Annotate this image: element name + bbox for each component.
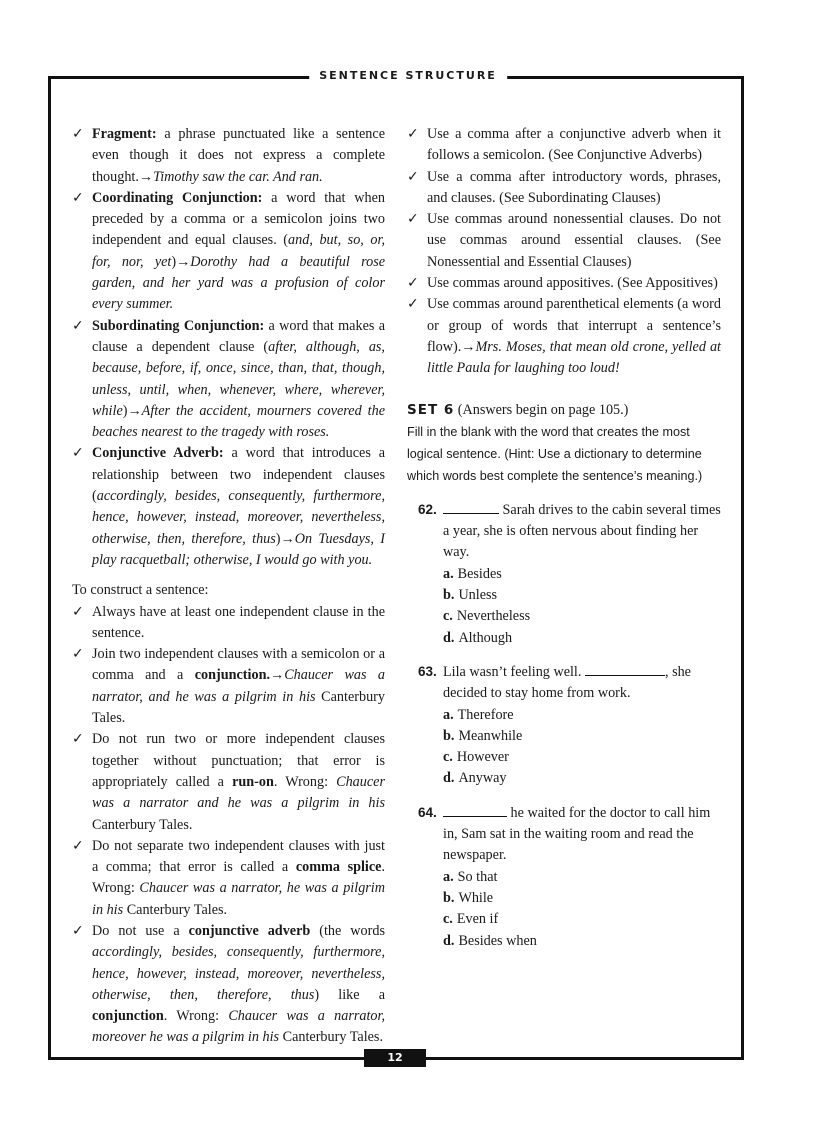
rule-conjunctive-adverb <box>72 921 385 1049</box>
definition-conjunctive-adverb <box>72 443 385 571</box>
answer-option[interactable] <box>443 888 721 909</box>
rule-text: . Wrong: <box>92 859 386 897</box>
rule-bold-term: conjunction. <box>194 667 270 684</box>
definition-term: Conjunctive Adverb: <box>92 445 224 462</box>
option-text: Besides <box>457 565 502 582</box>
option-letter: d. <box>443 770 455 787</box>
definition-word-list: accordingly, besides, consequently, furthermore, hence, however, instead, moreover, nevertheless, otherwise, then, therefore, thus <box>92 488 385 547</box>
checkmark-icon: ✓ <box>72 731 84 748</box>
rule-text: Use commas around parenthetical elements (a word or group of words that interrupt a sentence’s flow). <box>427 296 721 355</box>
rule-example-title: Canterbury Tales. <box>92 816 193 833</box>
rule-text: Always have at least one independent clause in the sentence. <box>92 603 385 641</box>
answer-options <box>443 867 721 952</box>
rule-text: Do not separate two independent clauses with just a comma; that error is called a <box>92 837 385 876</box>
frame-right-rule <box>741 76 744 1060</box>
arrow-icon: → <box>270 667 285 684</box>
question-number: 64. <box>418 804 437 820</box>
rule-bold-term: comma splice <box>295 859 382 876</box>
rule-text: Use a comma after a conjunctive adverb when it follows a semicolon. (See Conjunctive Adverbs) <box>427 126 721 164</box>
checkmark-icon: ✓ <box>72 603 84 620</box>
page-number: 12 <box>364 1049 426 1067</box>
answer-options <box>443 564 721 649</box>
rule-text: Use a comma after introductory words, phrases, and clauses. (See Subordinating Clauses) <box>427 168 721 206</box>
rule-text: . Wrong: <box>163 1008 229 1025</box>
checkmark-icon: ✓ <box>72 646 84 663</box>
question-stem <box>443 499 721 564</box>
answer-option[interactable] <box>443 564 721 585</box>
option-letter: c. <box>443 608 453 625</box>
arrow-icon: → <box>138 168 154 185</box>
definition-word-list: and, but, so, or, for, nor, yet <box>92 232 385 270</box>
question-text: he waited for the doctor to call him in, Sam sat in the waiting room and read the newspaper. <box>443 804 711 864</box>
option-letter: a. <box>443 565 454 582</box>
definition-example: Timothy saw the car. And ran. <box>153 168 323 185</box>
checkmark-icon: ✓ <box>72 189 84 206</box>
checkmark-icon: ✓ <box>72 445 84 462</box>
question-number: 62. <box>418 501 437 517</box>
rule-comma-introductory <box>407 167 721 210</box>
rule-bold-term: run-on <box>232 773 274 790</box>
answer-option[interactable] <box>443 867 721 888</box>
rule-example-title: Canterbury Tales. <box>126 901 228 918</box>
left-column <box>72 124 385 1049</box>
option-text: Anyway <box>458 770 507 787</box>
rule-comma-appositives <box>407 273 721 294</box>
question-text: Sarah drives to the cabin several times a year, she is often nervous about finding her way. <box>443 501 721 561</box>
option-letter: b. <box>443 727 455 744</box>
arrow-icon: → <box>280 530 295 547</box>
section-title: SENTENCE STRUCTURE <box>309 69 507 82</box>
definition-text: a word that introduces a relationship between two independent clauses ( <box>92 445 386 505</box>
checkmark-icon: ✓ <box>407 168 419 185</box>
checkmark-icon: ✓ <box>72 317 84 334</box>
rule-word-list: accordingly, besides, consequently, furthermore, hence, however, instead, moreover, nevertheless, otherwise, then, therefore, thus <box>92 944 385 1003</box>
rule-comma-conjunctive-adverb <box>407 124 721 167</box>
checkmark-icon: ✓ <box>72 126 84 142</box>
answer-option[interactable] <box>443 585 721 606</box>
definition-term: Fragment: <box>92 126 157 142</box>
rule-text: Use commas around appositives. (See Appositives) <box>427 275 718 292</box>
frame-left-rule <box>48 76 51 1060</box>
definition-fragment <box>72 124 385 188</box>
option-letter: d. <box>443 629 455 646</box>
answer-option[interactable] <box>443 705 721 726</box>
question-64 <box>407 802 721 952</box>
checkmark-icon: ✓ <box>407 126 419 142</box>
rule-run-on <box>72 729 385 835</box>
definition-text: a phrase punctuated like a sentence even though it does not express a complete thought. <box>92 126 385 185</box>
definition-close: ) <box>275 530 281 547</box>
question-text: , she decided to stay home from work. <box>443 663 691 702</box>
answer-option[interactable] <box>443 726 721 747</box>
rule-example-title: Canterbury Tales. <box>92 688 385 727</box>
definition-close: ) <box>122 402 128 419</box>
definition-coordinating-conjunction <box>72 188 385 316</box>
rule-independent-clause <box>72 602 385 645</box>
definition-close: ) <box>171 253 177 270</box>
option-text: Besides when <box>458 932 537 949</box>
answer-option[interactable] <box>443 909 721 930</box>
option-text: Meanwhile <box>458 727 523 744</box>
rule-example-title: Canterbury Tales. <box>282 1029 384 1046</box>
set-heading <box>407 400 721 421</box>
arrow-icon: → <box>127 402 142 419</box>
option-letter: a. <box>443 706 454 723</box>
option-text: However <box>456 749 509 766</box>
rule-text: Join two independent clauses with a semicolon or a comma and a <box>92 646 385 684</box>
definition-example: After the accident, mourners covered the beaches nearest to the tragedy with roses. <box>92 402 385 441</box>
arrow-icon: → <box>176 253 191 270</box>
rule-bold-term: conjunction <box>92 1008 164 1025</box>
rule-example: Chaucer was a narrator, moreover he was a pilgrim in his <box>92 1008 386 1046</box>
definition-text: a word that makes a clause a dependent clause ( <box>92 317 385 355</box>
rule-comma-splice <box>72 836 385 921</box>
checkmark-icon: ✓ <box>72 922 84 939</box>
answers-note: (Answers begin on page 105.) <box>454 401 629 418</box>
question-62 <box>407 499 721 649</box>
option-letter: d. <box>443 932 455 949</box>
option-letter: c. <box>443 749 453 766</box>
definition-example: Dorothy had a beautiful rose garden, and her yard was a profusion of color every summer. <box>92 253 386 313</box>
rule-example: Chaucer was a narrator and he was a pilgrim in his <box>92 773 385 812</box>
checkmark-icon: ✓ <box>407 296 419 313</box>
checkmark-icon: ✓ <box>407 211 419 228</box>
question-number: 63. <box>418 663 437 679</box>
checkmark-icon: ✓ <box>72 837 84 854</box>
option-letter: b. <box>443 889 455 906</box>
answer-option[interactable] <box>443 747 721 768</box>
answer-option[interactable] <box>443 768 721 789</box>
answer-option[interactable] <box>443 628 721 649</box>
answer-blank[interactable] <box>585 661 665 676</box>
rule-comma-nonessential <box>407 209 721 273</box>
option-text: Even if <box>456 911 499 928</box>
option-text: Nevertheless <box>456 608 531 625</box>
answer-option[interactable] <box>443 931 721 952</box>
rule-text: Use commas around nonessential clauses. Do not use commas around essential clauses. (See Nonessential and Essential Clauses) <box>427 211 721 270</box>
rule-example: Chaucer was a narrator, and he was a pilgrim in his <box>92 667 385 705</box>
definition-text: a word that when preceded by a comma or a semicolon joins two independent and equal clauses. ( <box>92 189 385 249</box>
rule-bold-term: conjunctive adverb <box>188 922 311 939</box>
set-label: SET 6 <box>407 401 455 418</box>
rule-text: (the words <box>310 922 385 939</box>
question-stem <box>443 661 721 705</box>
option-text: Unless <box>458 587 498 604</box>
definition-example: On Tuesdays, I play racquetball; otherwise, I would go with you. <box>92 530 385 568</box>
rule-join-clauses <box>72 644 385 729</box>
answer-option[interactable] <box>443 606 721 627</box>
construct-intro: To construct a sentence: <box>72 582 209 599</box>
answer-blank[interactable] <box>443 802 507 817</box>
question-63 <box>407 661 721 790</box>
rule-text: . Wrong: <box>273 773 337 790</box>
question-text: Lila wasn’t feeling well. <box>443 663 585 680</box>
rule-example: Mrs. Moses, that mean old crone, yelled at little Paula for laughing too loud! <box>427 338 721 377</box>
option-letter: a. <box>443 868 454 885</box>
set-instructions: Fill in the blank with the word that creates the most logical sentence. (Hint: Use a dictionary to determine which words best complete the sentence’s meaning.) <box>407 424 703 483</box>
answer-options <box>443 705 721 790</box>
option-letter: c. <box>443 911 453 928</box>
arrow-icon: → <box>461 338 476 355</box>
definition-term: Subordinating Conjunction: <box>92 317 265 334</box>
rule-text: Do not run two or more independent clauses together without punctuation; that error is appropriately called a <box>92 731 385 790</box>
definition-word-list: after, although, as, because, before, if, once, since, than, that, though, unless, until, when, whenever, where, wherever, while <box>92 338 385 419</box>
rule-comma-parenthetical <box>407 294 721 379</box>
option-text: Although <box>458 629 513 646</box>
option-text: Therefore <box>457 706 514 723</box>
answer-blank[interactable] <box>443 499 499 514</box>
option-text: So that <box>457 868 498 885</box>
rule-text: ) like a <box>314 986 385 1003</box>
rule-text: Do not use a <box>92 922 189 939</box>
definition-subordinating-conjunction <box>72 316 385 444</box>
right-column <box>407 124 721 952</box>
option-letter: b. <box>443 587 455 604</box>
checkmark-icon: ✓ <box>407 275 419 292</box>
option-text: While <box>458 889 494 906</box>
definition-term: Coordinating Conjunction: <box>92 189 263 206</box>
rule-example: Chaucer was a narrator, he was a pilgrim in his <box>92 880 385 918</box>
question-stem <box>443 802 721 867</box>
